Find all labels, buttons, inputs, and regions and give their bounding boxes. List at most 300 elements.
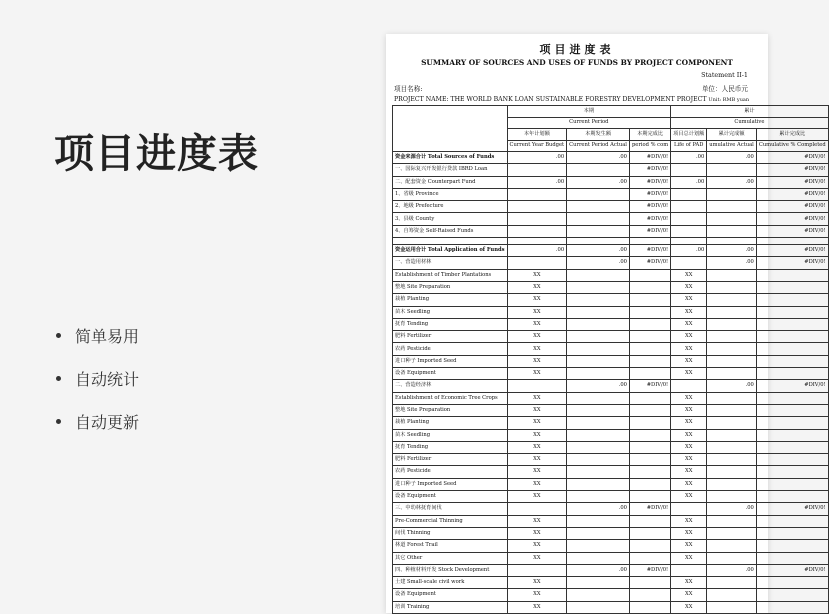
table-cell	[567, 318, 630, 330]
table-cell	[671, 380, 707, 392]
table-cell	[756, 552, 828, 564]
table-cell: .00	[707, 564, 757, 576]
currency-unit: 单位：人民币元	[701, 85, 748, 93]
table-cell	[567, 164, 630, 176]
document-subtitle: SUMMARY OF SOURCES AND USES OF FUNDS BY PROJECT COMPONENT	[421, 58, 733, 67]
table-row	[393, 577, 829, 589]
table-cell: #DIV/0!	[629, 164, 670, 176]
table-cell	[707, 491, 757, 503]
table-row	[393, 213, 829, 225]
table-cell	[567, 589, 630, 601]
column-header: umulative Actual	[707, 140, 757, 152]
table-cell	[671, 503, 707, 515]
row-label: 二、配套资金 Counterpart Fund	[393, 176, 508, 188]
feature-item	[56, 400, 139, 443]
table-cell	[756, 269, 828, 281]
table-cell: XX	[671, 552, 707, 564]
table-cell	[567, 213, 630, 225]
table-cell	[671, 238, 707, 245]
table-cell: XX	[507, 577, 567, 589]
row-label: 二、营造经济林	[393, 380, 508, 392]
table-cell: .00	[671, 152, 707, 164]
table-cell	[756, 466, 828, 478]
table-cell	[567, 417, 630, 429]
table-cell: XX	[671, 601, 707, 613]
table-row	[393, 343, 829, 355]
table-row	[393, 515, 829, 527]
table-cell	[507, 564, 567, 576]
table-cell: .00	[567, 257, 630, 269]
table-cell: #DIV/0!	[756, 380, 828, 392]
table-cell	[507, 188, 567, 200]
table-cell: .00	[567, 380, 630, 392]
row-label: 培训 Training	[393, 601, 508, 613]
table-cell: XX	[671, 589, 707, 601]
table-cell	[567, 577, 630, 589]
table-cell	[629, 355, 670, 367]
table-cell: #DIV/0!	[629, 225, 670, 237]
table-cell	[629, 441, 670, 453]
table-cell	[756, 491, 828, 503]
table-cell: .00	[567, 503, 630, 515]
table-cell	[567, 225, 630, 237]
table-cell: #DIV/0!	[756, 503, 828, 515]
table-cell: XX	[671, 331, 707, 343]
table-row	[393, 225, 829, 237]
row-label: 2、地级 Prefecture	[393, 201, 508, 213]
table-cell	[629, 527, 670, 539]
table-cell: XX	[507, 478, 567, 490]
table-cell	[629, 404, 670, 416]
table-row	[393, 238, 829, 245]
table-cell: XX	[671, 281, 707, 293]
table-cell: .00	[707, 245, 757, 257]
row-label: 三、中幼林抚育间伐	[393, 503, 508, 515]
table-cell	[756, 368, 828, 380]
table-cell: XX	[671, 454, 707, 466]
table-cell	[707, 188, 757, 200]
row-label: 进口种子 Imported Seed	[393, 355, 508, 367]
table-cell	[567, 601, 630, 613]
table-cell: XX	[671, 491, 707, 503]
table-row	[393, 257, 829, 269]
table-cell	[629, 478, 670, 490]
column-header: 累计完成额	[707, 129, 757, 141]
table-cell	[507, 257, 567, 269]
table-cell: .00	[507, 245, 567, 257]
table-cell: #DIV/0!	[629, 176, 670, 188]
column-header: 本年计划额	[507, 129, 567, 141]
table-cell	[707, 466, 757, 478]
table-cell: XX	[671, 368, 707, 380]
table-cell	[707, 355, 757, 367]
table-cell: XX	[671, 294, 707, 306]
table-row	[393, 164, 829, 176]
column-header: Life of PAD	[671, 140, 707, 152]
table-cell	[756, 306, 828, 318]
feature-list	[56, 314, 139, 443]
table-cell: XX	[507, 515, 567, 527]
table-cell: #DIV/0!	[756, 152, 828, 164]
table-cell	[707, 552, 757, 564]
table-cell: XX	[507, 331, 567, 343]
table-row	[393, 466, 829, 478]
table-cell: #DIV/0!	[629, 152, 670, 164]
table-cell: #DIV/0!	[629, 257, 670, 269]
feature-item	[56, 314, 139, 357]
table-cell: XX	[507, 527, 567, 539]
table-cell: XX	[671, 392, 707, 404]
column-header: period % com	[629, 140, 670, 152]
table-cell	[756, 417, 828, 429]
table-cell: XX	[507, 392, 567, 404]
table-cell: XX	[507, 269, 567, 281]
table-cell	[567, 269, 630, 281]
table-cell	[507, 503, 567, 515]
table-cell	[567, 355, 630, 367]
table-row	[393, 601, 829, 613]
row-label: 设备 Equipment	[393, 589, 508, 601]
table-cell	[567, 515, 630, 527]
table-row	[393, 491, 829, 503]
table-cell	[629, 515, 670, 527]
table-cell	[707, 306, 757, 318]
table-cell	[756, 404, 828, 416]
table-cell	[671, 188, 707, 200]
row-label: 土建 Small-scale civil work	[393, 577, 508, 589]
table-cell: #DIV/0!	[629, 564, 670, 576]
table-cell	[629, 238, 670, 245]
feature-label: 简单易用	[75, 327, 140, 346]
item-column-header	[393, 106, 508, 152]
table-cell	[707, 318, 757, 330]
table-cell	[567, 404, 630, 416]
table-row	[393, 318, 829, 330]
table-cell	[756, 429, 828, 441]
row-label: 其它 Other	[393, 552, 508, 564]
table-row	[393, 392, 829, 404]
table-row	[393, 503, 829, 515]
row-label: 栽植 Planting	[393, 417, 508, 429]
table-cell	[629, 540, 670, 552]
row-label: 肥料 Fertilizer	[393, 331, 508, 343]
table-cell: #DIV/0!	[756, 245, 828, 257]
table-row	[393, 552, 829, 564]
table-row	[393, 417, 829, 429]
table-cell	[629, 589, 670, 601]
table-cell	[567, 201, 630, 213]
table-cell	[567, 478, 630, 490]
table-body	[393, 152, 829, 614]
table-cell: XX	[671, 515, 707, 527]
table-cell: #DIV/0!	[756, 225, 828, 237]
column-header: 项目总计划额	[671, 129, 707, 141]
table-cell	[756, 515, 828, 527]
table-cell: #DIV/0!	[756, 164, 828, 176]
column-header: Cumulative % Completed	[756, 140, 828, 152]
table-cell	[507, 238, 567, 245]
table-row	[393, 176, 829, 188]
row-label: 资金运用合计 Total Application of Funds	[393, 245, 508, 257]
row-label: 林道 Forest Trail	[393, 540, 508, 552]
table-cell	[707, 201, 757, 213]
table-cell	[756, 343, 828, 355]
table-cell	[707, 269, 757, 281]
table-cell	[756, 601, 828, 613]
table-cell	[567, 491, 630, 503]
table-cell: #DIV/0!	[756, 201, 828, 213]
feature-item	[56, 357, 139, 400]
table-cell: .00	[567, 152, 630, 164]
table-cell	[507, 225, 567, 237]
table-cell: #DIV/0!	[629, 503, 670, 515]
table-cell	[756, 540, 828, 552]
table-cell: #DIV/0!	[629, 201, 670, 213]
table-cell	[756, 331, 828, 343]
table-cell: XX	[507, 429, 567, 441]
table-row	[393, 306, 829, 318]
row-label: 整地 Site Preparation	[393, 404, 508, 416]
table-cell: XX	[507, 466, 567, 478]
row-label: 设备 Equipment	[393, 368, 508, 380]
table-cell: XX	[507, 294, 567, 306]
table-cell	[756, 589, 828, 601]
table-cell	[671, 225, 707, 237]
table-cell	[707, 294, 757, 306]
table-row	[393, 245, 829, 257]
table-cell	[567, 188, 630, 200]
table-cell	[567, 294, 630, 306]
table-cell	[707, 368, 757, 380]
table-cell: XX	[507, 552, 567, 564]
project-name-line	[394, 96, 749, 103]
table-cell	[629, 343, 670, 355]
table-cell	[629, 601, 670, 613]
table-cell: XX	[507, 417, 567, 429]
table-cell	[756, 454, 828, 466]
table-cell	[507, 164, 567, 176]
row-label: 农药 Pesticide	[393, 466, 508, 478]
table-cell	[707, 515, 757, 527]
table-cell: XX	[507, 343, 567, 355]
table-row	[393, 429, 829, 441]
table-cell: XX	[507, 441, 567, 453]
table-row	[393, 331, 829, 343]
table-cell	[567, 306, 630, 318]
table-cell: XX	[507, 540, 567, 552]
table-cell: XX	[507, 454, 567, 466]
row-label: 农药 Pesticide	[393, 343, 508, 355]
table-row	[393, 152, 829, 164]
table-cell: XX	[671, 441, 707, 453]
table-cell: XX	[507, 281, 567, 293]
table-cell	[707, 164, 757, 176]
bullet-dot-icon	[56, 419, 61, 424]
row-label: Pre-Commercial Thinning	[393, 515, 508, 527]
table-row	[393, 441, 829, 453]
table-row	[393, 527, 829, 539]
row-label: 一、营造用材林	[393, 257, 508, 269]
table-cell	[707, 478, 757, 490]
table-cell: .00	[707, 503, 757, 515]
table-cell: XX	[671, 478, 707, 490]
table-cell	[707, 343, 757, 355]
table-cell	[629, 294, 670, 306]
project-name: PROJECT NAME: THE WORLD BANK LOAN SUSTAINABLE FORESTRY DEVELOPMENT PROJECT	[394, 96, 707, 103]
row-label: 4、自筹资金 Self-Raised Funds	[393, 225, 508, 237]
table-cell: XX	[507, 589, 567, 601]
table-cell	[567, 331, 630, 343]
table-cell: XX	[671, 269, 707, 281]
table-cell	[567, 454, 630, 466]
bullet-dot-icon	[56, 376, 61, 381]
table-cell	[629, 318, 670, 330]
row-label: 苗木 Seedling	[393, 306, 508, 318]
table-cell	[707, 404, 757, 416]
table-cell	[507, 380, 567, 392]
table-cell	[707, 417, 757, 429]
table-cell	[707, 540, 757, 552]
table-row	[393, 355, 829, 367]
table-cell: .00	[671, 245, 707, 257]
table-cell	[756, 441, 828, 453]
table-cell: .00	[707, 176, 757, 188]
table-cell	[567, 238, 630, 245]
table-cell	[629, 454, 670, 466]
table-cell: #DIV/0!	[756, 257, 828, 269]
table-cell	[629, 392, 670, 404]
row-label: 一、国际复兴开发银行贷款 IBRD Loan	[393, 164, 508, 176]
table-cell: .00	[707, 257, 757, 269]
current-period-cn: 本期	[507, 106, 671, 118]
feature-label: 自动统计	[75, 370, 140, 389]
table-cell: XX	[671, 466, 707, 478]
row-label: 资金来源合计 Total Sources of Funds	[393, 152, 508, 164]
row-label	[393, 238, 508, 245]
table-cell	[629, 306, 670, 318]
table-row	[393, 201, 829, 213]
table-row	[393, 404, 829, 416]
table-cell: .00	[567, 176, 630, 188]
table-row	[393, 454, 829, 466]
table-row	[393, 564, 829, 576]
row-label: 栽植 Planting	[393, 294, 508, 306]
spreadsheet-preview	[386, 34, 826, 613]
table-cell	[707, 281, 757, 293]
table-cell	[756, 294, 828, 306]
table-cell: XX	[671, 429, 707, 441]
table-cell	[671, 164, 707, 176]
table-cell	[707, 238, 757, 245]
table-cell	[707, 429, 757, 441]
table-cell	[671, 257, 707, 269]
table-cell	[629, 552, 670, 564]
table-cell	[756, 577, 828, 589]
table-cell	[567, 368, 630, 380]
table-row	[393, 188, 829, 200]
table-cell	[567, 343, 630, 355]
cumulative-cn: 累计	[671, 106, 829, 118]
table-cell	[707, 454, 757, 466]
current-period-en: Current Period	[507, 117, 671, 129]
row-label: 苗木 Seedling	[393, 429, 508, 441]
table-cell	[756, 527, 828, 539]
table-cell	[629, 331, 670, 343]
table-cell	[707, 331, 757, 343]
row-label: Establishment of Timber Plantations	[393, 269, 508, 281]
table-cell: XX	[671, 540, 707, 552]
page-headline: 项目进度表	[54, 131, 259, 177]
table-cell	[629, 491, 670, 503]
table-cell	[629, 466, 670, 478]
table-cell	[629, 577, 670, 589]
table-cell	[756, 392, 828, 404]
table-cell	[567, 441, 630, 453]
table-cell: XX	[507, 601, 567, 613]
column-header: Current Year Budget	[507, 140, 567, 152]
table-cell	[671, 213, 707, 225]
table-cell	[629, 281, 670, 293]
row-label: 抚育 Tending	[393, 441, 508, 453]
row-label: 间伐 Thinning	[393, 527, 508, 539]
table-cell: .00	[507, 176, 567, 188]
table-cell: #DIV/0!	[756, 176, 828, 188]
table-cell	[629, 417, 670, 429]
table-cell: XX	[507, 491, 567, 503]
row-label: 进口种子 Imported Seed	[393, 478, 508, 490]
table-row	[393, 269, 829, 281]
statement-number: Statement II-1	[701, 71, 748, 79]
table-cell: XX	[671, 577, 707, 589]
table-cell: #DIV/0!	[629, 245, 670, 257]
table-cell: XX	[671, 527, 707, 539]
table-cell: #DIV/0!	[629, 380, 670, 392]
table-row	[393, 294, 829, 306]
project-label: 项目名称:	[394, 85, 423, 93]
table-cell: XX	[507, 318, 567, 330]
table-cell	[671, 201, 707, 213]
table-cell	[707, 213, 757, 225]
table-cell	[756, 281, 828, 293]
table-cell	[567, 429, 630, 441]
table-cell	[707, 589, 757, 601]
table-cell: #DIV/0!	[756, 213, 828, 225]
table-cell	[507, 213, 567, 225]
table-cell: XX	[507, 368, 567, 380]
row-label: 肥料 Fertilizer	[393, 454, 508, 466]
column-header: 本期完成比	[629, 129, 670, 141]
table-cell	[567, 466, 630, 478]
table-cell: XX	[507, 404, 567, 416]
table-cell: .00	[567, 564, 630, 576]
table-cell	[707, 225, 757, 237]
column-header: 累计完成比	[756, 129, 828, 141]
table-cell: .00	[707, 152, 757, 164]
table-cell	[567, 392, 630, 404]
column-header: 本期发生额	[567, 129, 630, 141]
table-cell: .00	[671, 176, 707, 188]
table-cell	[567, 527, 630, 539]
table-cell	[629, 269, 670, 281]
row-label: 1、省级 Province	[393, 188, 508, 200]
table-cell	[629, 368, 670, 380]
row-label: 3、县级 County	[393, 213, 508, 225]
row-label: 设备 Equipment	[393, 491, 508, 503]
document-title: 项目进度表	[539, 43, 615, 56]
table-cell: #DIV/0!	[629, 188, 670, 200]
table-row	[393, 368, 829, 380]
table-cell	[756, 238, 828, 245]
